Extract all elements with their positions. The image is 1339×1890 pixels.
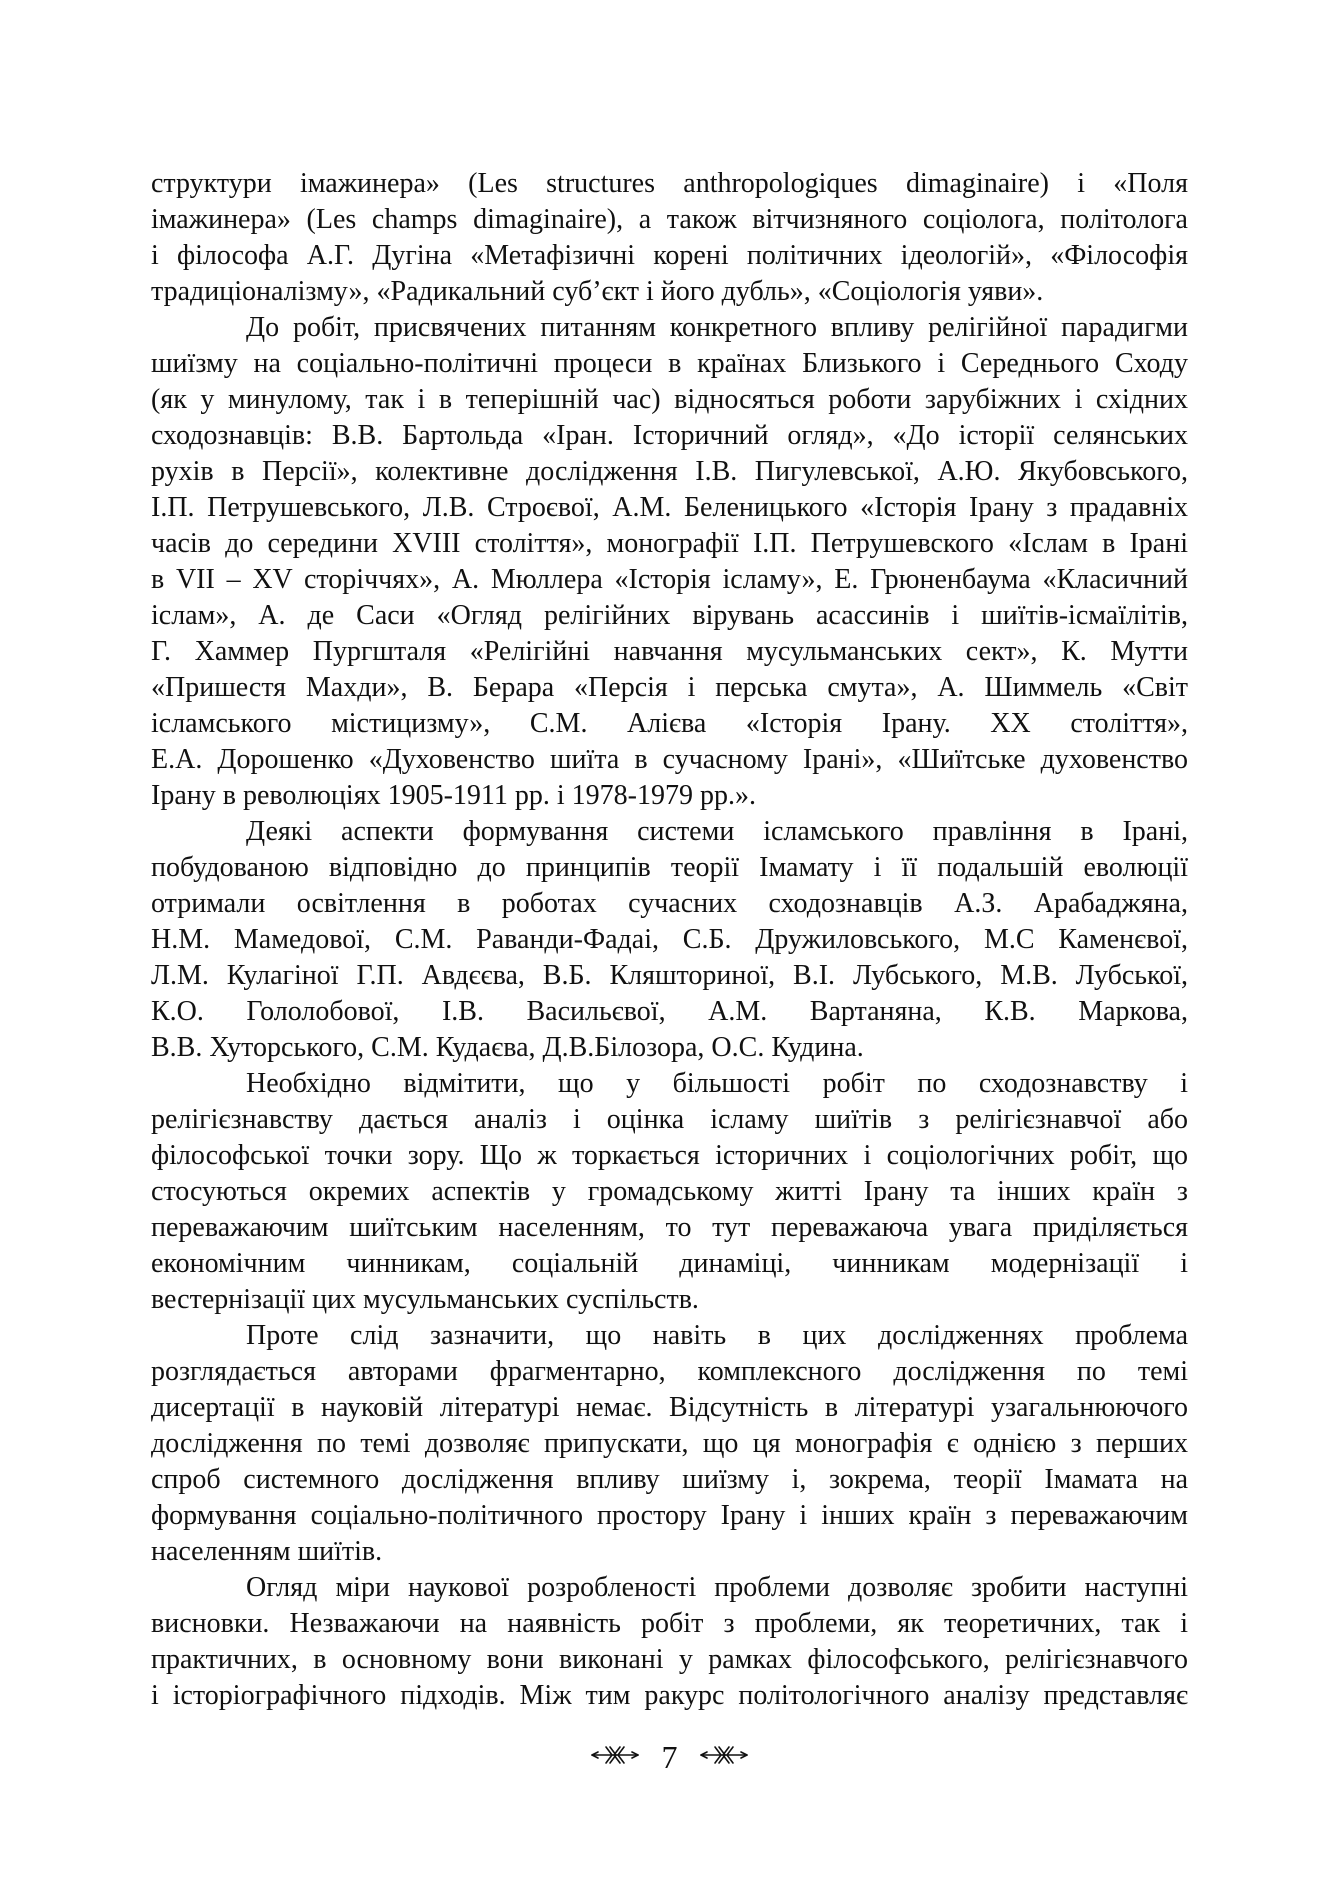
text-line: імажинера» (Les champs dimaginaire), а також вітчизняного соціолога, політолога [151, 204, 1188, 235]
text-line: Н.М. Мамедової, С.М. Раванди-Фадаі, С.Б. Дружиловського, М.С Каменєвої, [151, 924, 1188, 955]
page-footer [0, 1738, 1339, 1776]
paragraph [151, 166, 1188, 310]
text-line: шиїзму на соціально-політичні процеси в країнах Близького і Середнього Сходу [151, 348, 1188, 379]
text-line: отримали освітлення в роботах сучасних сходознавців А.З. Арабаджяна, [151, 888, 1188, 919]
text-line: рухів в Персії», колективне дослідження І.В. Пигулевської, А.Ю. Якубовського, [151, 456, 1188, 487]
text-line: До робіт, присвячених питанням конкретного впливу релігійної парадигми [246, 312, 1188, 343]
text-line: Необхідно відмітити, що у більшості робіт по сходознавству і [246, 1068, 1188, 1099]
text-line: іслам», А. де Саси «Огляд релігійних вірувань асассинів і шиїтів-ісмаїлітів, [151, 600, 1188, 631]
text-line: Л.М. Кулагіної Г.П. Авдєєва, В.Б. Кляшториної, В.І. Лубського, М.В. Лубської, [151, 960, 1188, 991]
text-line: дисертації в науковій літературі немає. Відсутність в літературі узагальнюючого [151, 1392, 1188, 1423]
text-line: традиціоналізму», «Радикальний суб’єкт і його дубль», «Соціологія уяви». [151, 276, 1044, 307]
paragraph [151, 310, 1188, 814]
text-line: розглядається авторами фрагментарно, комплексного дослідження по темі [151, 1356, 1188, 1387]
text-line: формування соціально-політичного простору Ірану і інших країн з переважаючим [151, 1500, 1188, 1531]
text-line: побудованою відповідно до принципів теорії Імамату і її подальшій еволюції [151, 852, 1188, 883]
body-text [151, 166, 1188, 1714]
flourish-ornament-left-icon [590, 1740, 640, 1774]
text-line: і історіографічного підходів. Між тим ракурс політологічного аналізу представляє [151, 1680, 1188, 1711]
text-line: Е.А. Дорошенко «Духовенство шиїта в сучасному Ірані», «Шиїтське духовенство [151, 744, 1188, 775]
text-line: в VII – XV сторіччях», А. Мюллера «Історія ісламу», Е. Грюненбаума «Класичний [151, 564, 1188, 595]
text-line: «Пришестя Махди», В. Берара «Персія і перська смута», А. Шиммель «Світ [151, 672, 1188, 703]
text-line: структури імажинера» (Les structures anthropologiques dimaginaire) і «Поля [151, 168, 1188, 199]
text-line: і філософа А.Г. Дугіна «Метафізичні корені політичних ідеологій», «Філософія [151, 240, 1188, 271]
text-line: релігієзнавству дається аналіз і оцінка ісламу шиїтів з релігієзнавчої або [151, 1104, 1188, 1135]
text-line: Г. Хаммер Пургшталя «Релігійні навчання мусульманських сект», К. Мутти [151, 636, 1188, 667]
text-line: дослідження по темі дозволяє припускати, що ця монографія є однією з перших [151, 1428, 1188, 1459]
text-line: (як у минулому, так і в теперішній час) відносяться роботи зарубіжних і східних [151, 384, 1188, 415]
text-line: висновки. Незважаючи на наявність робіт з проблеми, як теоретичних, так і [151, 1608, 1188, 1639]
text-line: вестернізації цих мусульманських суспільств. [151, 1284, 699, 1315]
text-line: часів до середини XVIII століття», монографії І.П. Петрушевского «Іслам в Ірані [151, 528, 1188, 559]
text-line: стосуються окремих аспектів у громадському житті Ірану та інших країн з [151, 1176, 1188, 1207]
paragraph [151, 1066, 1188, 1318]
text-line: переважаючим шиїтським населенням, то тут переважаюча увага приділяється [151, 1212, 1188, 1243]
text-line: Деякі аспекти формування системи ісламського правління в Ірані, [246, 816, 1188, 847]
paragraph [151, 1570, 1188, 1714]
text-line: практичних, в основному вони виконані у рамках філософського, релігієзнавчого [151, 1644, 1188, 1675]
paragraph [151, 814, 1188, 1066]
text-line: Ірану в революціях 1905-1911 рр. і 1978-1979 рр.». [151, 780, 756, 811]
text-line: І.П. Петрушевського, Л.В. Строєвої, А.М. Беленицького «Історія Ірану з прадавніх [151, 492, 1188, 523]
page-number: 7 [661, 1738, 678, 1775]
paragraph [151, 1318, 1188, 1570]
text-line: економічним чинникам, соціальній динаміці, чинникам модернізації і [151, 1248, 1188, 1279]
text-line: К.О. Гололобової, І.В. Васильєвої, А.М. Вартаняна, К.В. Маркова, [151, 996, 1188, 1027]
text-line: В.В. Хуторського, С.М. Кудаєва, Д.В.Білозора, О.С. Кудина. [151, 1032, 864, 1063]
text-line: спроб системного дослідження впливу шиїзму і, зокрема, теорії Імамата на [151, 1464, 1188, 1495]
flourish-ornament-right-icon [699, 1740, 749, 1774]
text-line: Проте слід зазначити, що навіть в цих дослідженнях проблема [246, 1320, 1188, 1351]
text-line: населенням шиїтів. [151, 1536, 383, 1567]
text-line: філософської точки зору. Що ж торкається історичних і соціологічних робіт, що [151, 1140, 1188, 1171]
text-line: ісламського містицизму», С.М. Алієва «Історія Ірану. XX століття», [151, 708, 1188, 739]
text-line: Огляд міри наукової розробленості проблеми дозволяє зробити наступні [246, 1572, 1188, 1603]
text-line: сходознавців: В.В. Бартольда «Іран. Історичний огляд», «До історії селянських [151, 420, 1188, 451]
